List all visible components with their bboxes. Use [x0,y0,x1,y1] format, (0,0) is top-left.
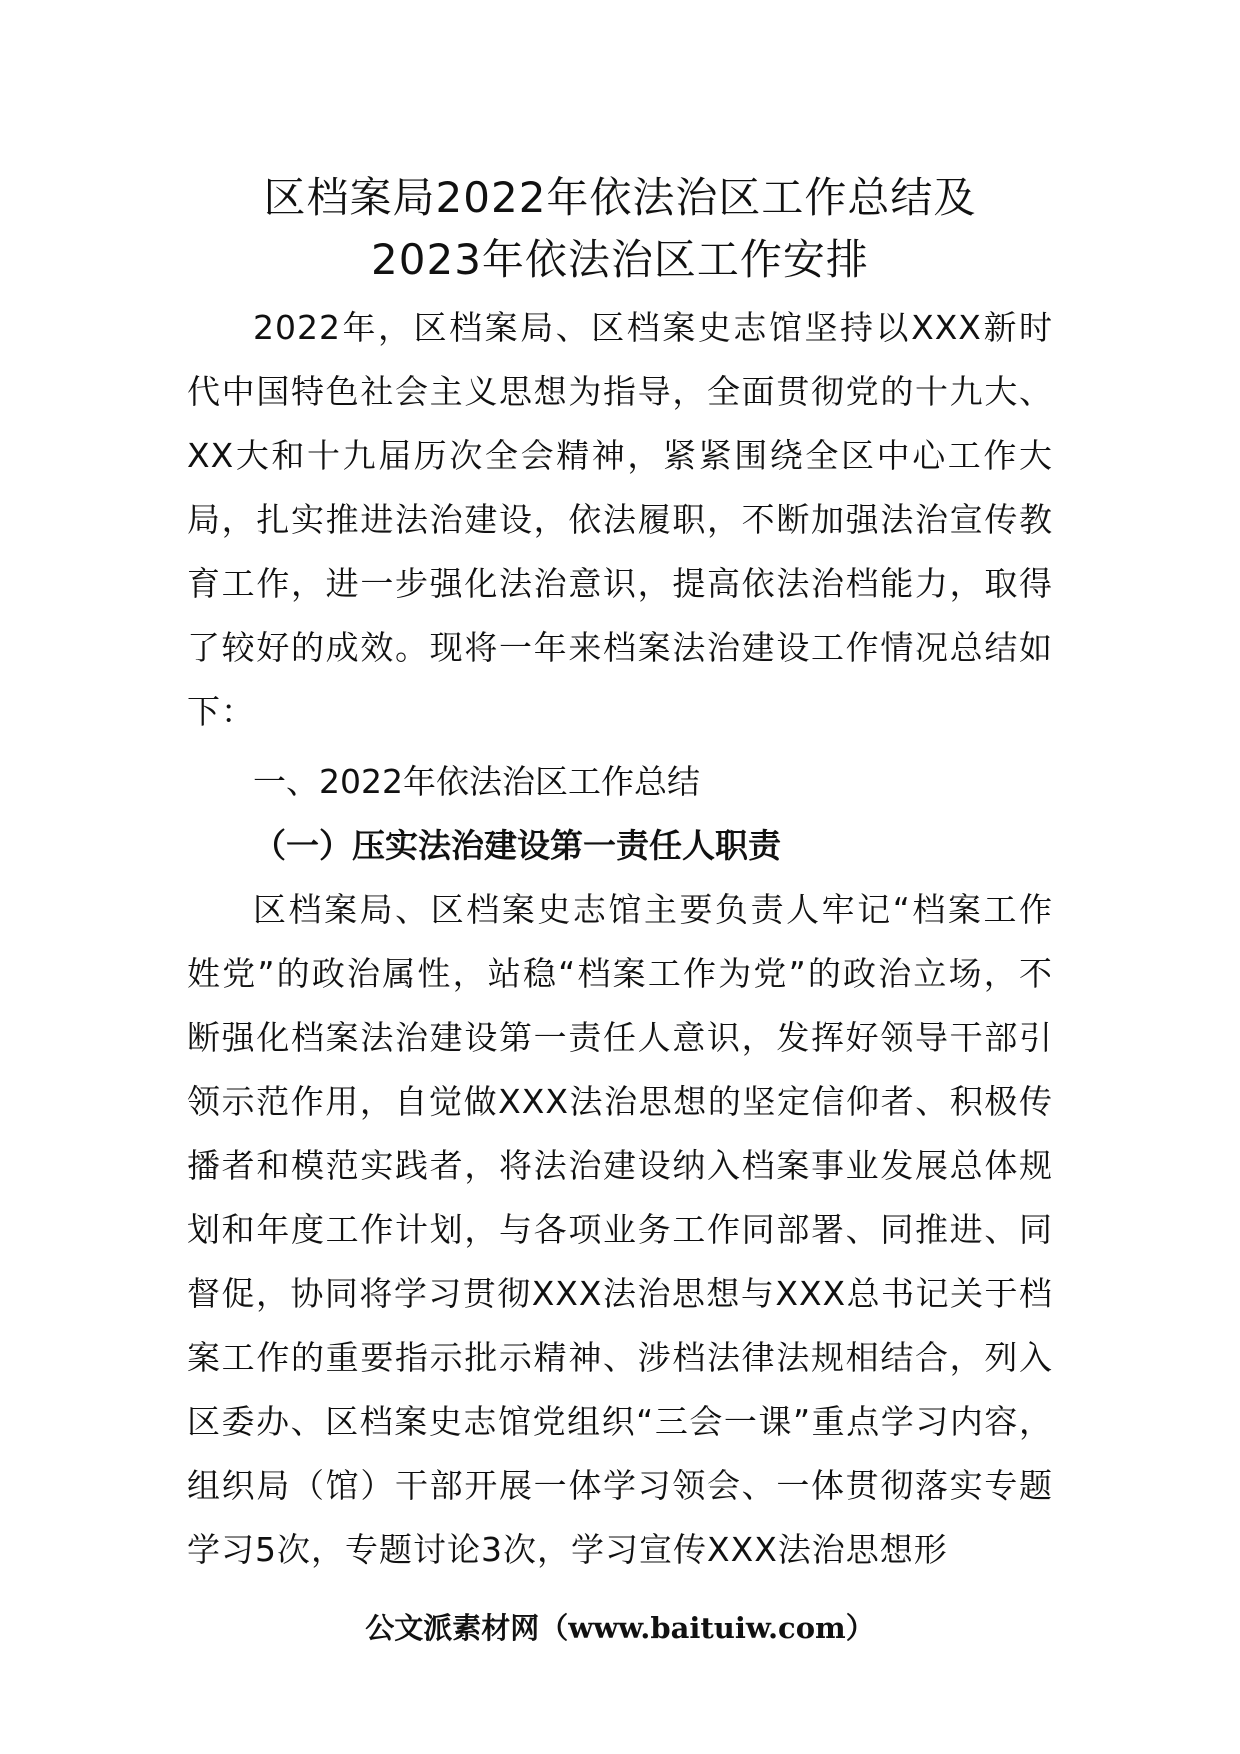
subsection-heading: （一）压实法治建设第一责任人职责 [253,826,781,865]
footer-watermark: 公文派素材网（www.baituiw.com） [365,1611,875,1645]
section-heading: 一、2022年依法治区工作总结 [253,762,700,801]
document-title-line-2: 2023年依法治区工作安排 [371,235,869,284]
intro-paragraph: 2022年，区档案局、区档案史志馆坚持以XXX新时代中国特色社会主义思想为指导，全面贯彻党的十九大、XX大和十九届历次全会精神，紧紧围绕全区中心工作大局，扎实推进法治建设，依法履职，不断加强法治宣传教育工作，进一步强化法治意识，提高依法治档能力，取得了较好的成效。现将一年来档案法治建设工作情况总结如下： [187,308,1053,731]
document-title-line-1: 区档案局2022年依法治区工作总结及 [263,173,977,222]
body-paragraph: 区档案局、区档案史志馆主要负责人牢记“档案工作姓党”的政治属性，站稳“档案工作为党”的政治立场，不断强化档案法治建设第一责任人意识，发挥好领导干部引领示范作用，自觉做XXX法治思想的坚定信仰者、积极传播者和模范实践者，将法治建设纳入档案事业发展总体规划和年度工作计划，与各项业务工作同部署、同推进、同督促，协同将学习贯彻XXX法治思想与XXX总书记关于档案工作的重要指示批示精神、涉档法律法规相结合，列入区委办、区档案史志馆党组织“三会一课”重点学习内容，组织局（馆）干部开展一体学习领会、一体贯彻落实专题学习5次，专题讨论3次，学习宣传XXX法治思想形 [187,890,1053,1569]
